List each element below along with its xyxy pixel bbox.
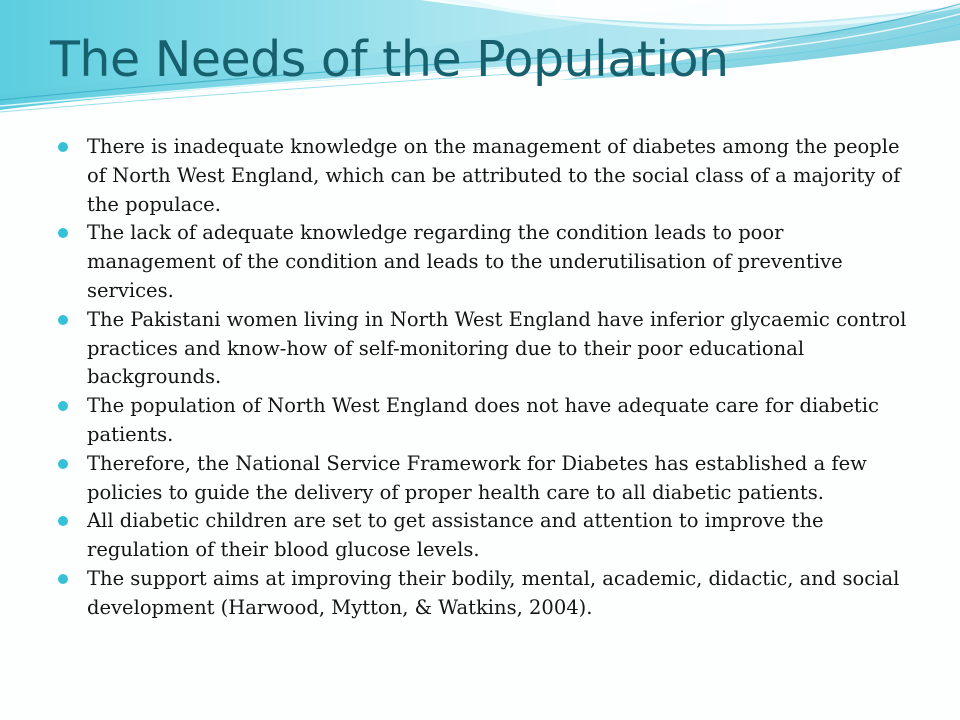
- bullet-dot-icon: [58, 142, 68, 152]
- bullet-item: [58, 219, 908, 305]
- bullet-item: [58, 565, 908, 623]
- bullet-dot-icon: [58, 315, 68, 325]
- bullet-text: All diabetic children are set to get assistance and attention to improve the regulation of their blood glucose levels.: [87, 509, 824, 562]
- bullet-item: [58, 133, 908, 219]
- bullet-dot-icon: [58, 574, 68, 584]
- bullet-text: The Pakistani women living in North West England have inferior glycaemic control practices and know-how of self-monitoring due to their poor educational backgrounds.: [87, 307, 907, 389]
- bullet-dot-icon: [58, 401, 68, 411]
- bullet-text: There is inadequate knowledge on the management of diabetes among the people of North West England, which can be attributed to the social class of a majority of the populace.: [87, 135, 901, 216]
- bullet-item: [58, 392, 908, 450]
- bullet-dot-icon: [58, 228, 68, 238]
- bullet-dot-icon: [58, 459, 68, 469]
- bullet-item: [58, 507, 908, 565]
- bullet-text: The support aims at improving their bodily, mental, academic, didactic, and social development (Harwood, Mytton, & Watkins, 2004).: [87, 566, 900, 619]
- bullet-item: [58, 450, 908, 508]
- bullet-list: [58, 133, 908, 623]
- bullet-text: Therefore, the National Service Framework for Diabetes has established a few policies to guide the delivery of proper health care to all diabetic patients.: [87, 451, 867, 504]
- bullet-item: [58, 306, 908, 392]
- bullet-dot-icon: [58, 516, 68, 526]
- bullet-text: The lack of adequate knowledge regarding the condition leads to poor management of the condition and leads to the underutilisation of preventive services.: [87, 221, 843, 302]
- bullet-text: The population of North West England does not have adequate care for diabetic patients.: [87, 394, 879, 446]
- slide-title: The Needs of the Population: [50, 31, 729, 88]
